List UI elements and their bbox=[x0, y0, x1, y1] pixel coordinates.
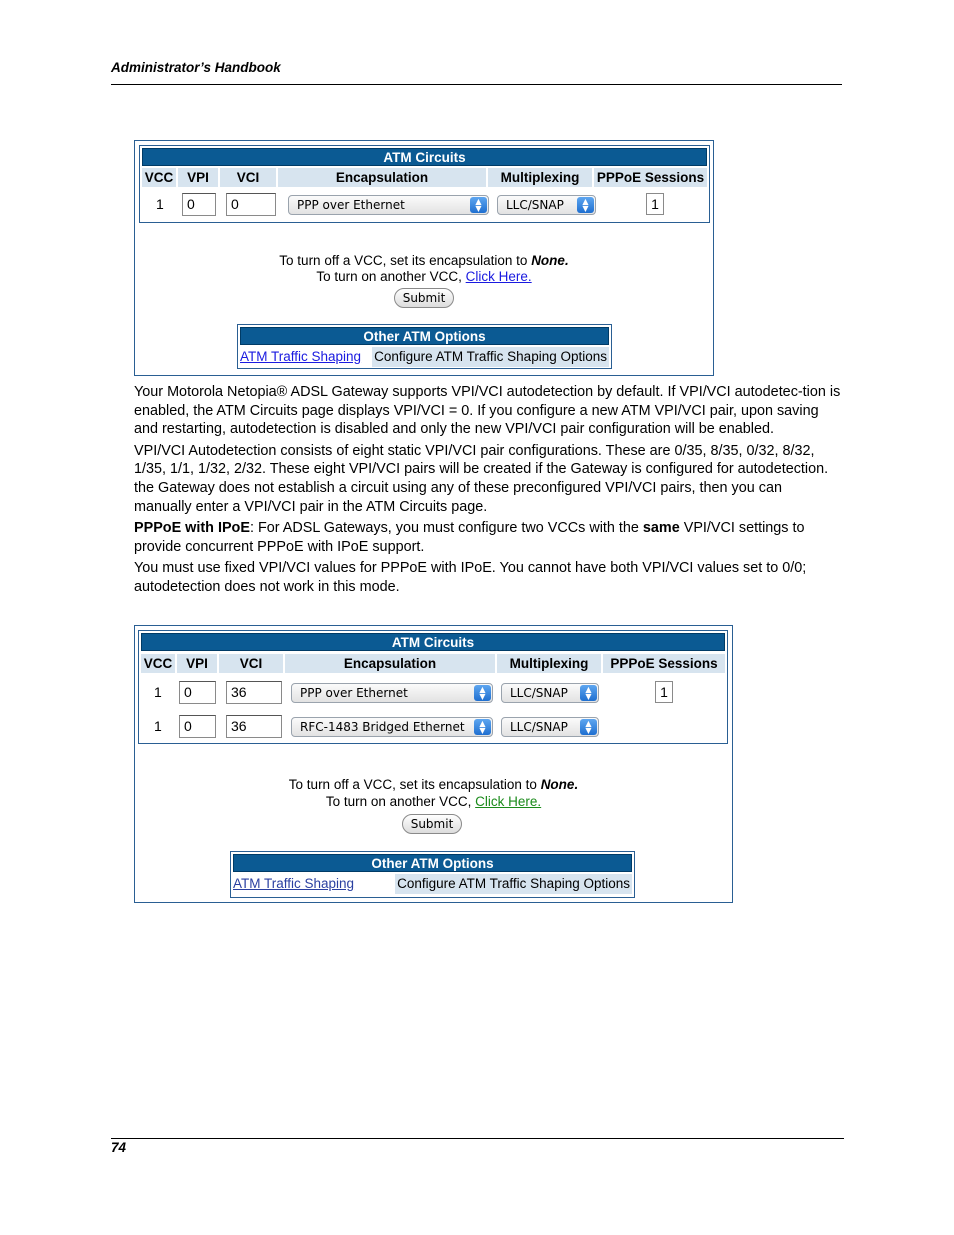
paragraph-static-pairs: VPI/VCI Autodetection consists of eight static VPI/VCI pair configurations. These are 0/35, 8/35, 0/32, 8/32, 1/35, 1/1, 1/32, 2/32. These eight VPI/VCI pairs will be created if the Gateway is configured for autodetection. the Gateway does not establish a circuit using any of these preconfigured VPI/VCI pairs, then you can manually enter a VPI/VCI pair in the ATM Circuits page. bbox=[134, 442, 829, 515]
other-atm-options-table bbox=[237, 324, 612, 369]
vci-input[interactable]: 36 bbox=[226, 681, 282, 704]
vcc-note-line-1: To turn off a VCC, set its encapsulation to None. bbox=[288, 777, 579, 792]
vci-input[interactable]: 36 bbox=[226, 715, 282, 738]
vcc-value: 1 bbox=[154, 718, 162, 734]
pppoe-sessions-input[interactable]: 1 bbox=[646, 193, 664, 215]
vcc-note-line-2: To turn on another VCC, Click Here. bbox=[316, 269, 532, 284]
atm-traffic-shaping-link[interactable]: ATM Traffic Shaping bbox=[233, 876, 355, 891]
column-header-vpi: VPI bbox=[178, 168, 218, 187]
encapsulation-select[interactable] bbox=[291, 717, 493, 737]
vcc-value: 1 bbox=[154, 684, 162, 700]
atm-circuits-screenshot-2 bbox=[134, 625, 733, 903]
column-header-pppoe-sessions: PPPoE Sessions bbox=[603, 654, 725, 673]
vpi-input[interactable]: 0 bbox=[179, 681, 216, 704]
vpi-input[interactable]: 0 bbox=[179, 715, 216, 738]
other-options-row bbox=[240, 347, 609, 367]
other-options-row bbox=[233, 874, 632, 894]
column-header-vcc: VCC bbox=[141, 654, 175, 673]
page-number: 74 bbox=[111, 1140, 127, 1155]
atm-traffic-shaping-link[interactable]: ATM Traffic Shaping bbox=[240, 349, 362, 364]
encapsulation-value: PPP over Ethernet bbox=[300, 686, 408, 700]
encapsulation-select[interactable] bbox=[291, 683, 493, 703]
table-title: ATM Circuits bbox=[141, 633, 725, 651]
paragraph-pppoe-ipoe: PPPoE with IPoE: For ADSL Gateways, you must configure two VCCs with the same VPI/VCI settings to provide concurrent PPPoE with IPoE support. bbox=[134, 520, 805, 555]
vcc-value: 1 bbox=[156, 196, 164, 212]
atm-traffic-shaping-description: Configure ATM Traffic Shaping Options bbox=[372, 347, 609, 367]
other-options-title: Other ATM Options bbox=[233, 854, 632, 872]
vcc-note-line-2: To turn on another VCC, Click Here. bbox=[325, 794, 542, 809]
none-emphasis: None. bbox=[540, 777, 579, 792]
same-emphasis: same bbox=[642, 520, 680, 537]
multiplexing-value: LLC/SNAP bbox=[506, 198, 564, 212]
encapsulation-value: RFC-1483 Bridged Ethernet bbox=[300, 720, 465, 734]
vcc-note-line-1: To turn off a VCC, set its encapsulation to None. bbox=[279, 253, 569, 268]
select-arrows-icon: ▲ ▼ bbox=[580, 719, 597, 735]
vci-input[interactable]: 0 bbox=[226, 193, 276, 216]
encapsulation-select[interactable] bbox=[288, 195, 489, 215]
other-atm-options-table bbox=[230, 851, 635, 898]
click-here-link[interactable]: Click Here. bbox=[475, 794, 542, 809]
footer-rule bbox=[111, 1138, 844, 1139]
atm-circuits-table bbox=[138, 630, 728, 744]
column-header-vci: VCI bbox=[220, 168, 276, 187]
other-options-title: Other ATM Options bbox=[240, 327, 609, 345]
multiplexing-value: LLC/SNAP bbox=[510, 720, 568, 734]
pppoe-sessions-input[interactable]: 1 bbox=[655, 681, 673, 703]
multiplexing-select[interactable] bbox=[501, 683, 599, 703]
multiplexing-select[interactable] bbox=[501, 717, 599, 737]
column-header-multiplexing: Multiplexing bbox=[497, 654, 601, 673]
header-rule bbox=[111, 84, 842, 85]
column-header-encapsulation: Encapsulation bbox=[285, 654, 495, 673]
select-arrows-icon: ▲ ▼ bbox=[577, 197, 594, 213]
pppoe-ipoe-heading: PPPoE with IPoE bbox=[134, 520, 250, 537]
submit-button[interactable]: Submit bbox=[394, 288, 454, 308]
multiplexing-value: LLC/SNAP bbox=[510, 686, 568, 700]
none-emphasis: None. bbox=[531, 253, 569, 268]
vpi-input[interactable]: 0 bbox=[182, 193, 216, 216]
column-header-vpi: VPI bbox=[177, 654, 217, 673]
submit-button[interactable]: Submit bbox=[402, 814, 462, 834]
click-here-link[interactable]: Click Here. bbox=[465, 269, 532, 284]
atm-circuits-table bbox=[139, 145, 710, 223]
encapsulation-value: PPP over Ethernet bbox=[297, 198, 405, 212]
multiplexing-select[interactable] bbox=[497, 195, 596, 215]
body-text bbox=[134, 383, 843, 600]
paragraph-fixed-values: You must use fixed VPI/VCI values for PPPoE with IPoE. You cannot have both VPI/VCI values set to 0/0; autodetection does not work in this mode. bbox=[134, 560, 807, 595]
column-header-pppoe-sessions: PPPoE Sessions bbox=[594, 168, 707, 187]
select-arrows-icon: ▲ ▼ bbox=[474, 685, 491, 701]
atm-circuits-screenshot-1 bbox=[134, 140, 714, 376]
table-title: ATM Circuits bbox=[142, 148, 707, 166]
atm-traffic-shaping-description: Configure ATM Traffic Shaping Options bbox=[395, 874, 632, 894]
column-header-multiplexing: Multiplexing bbox=[488, 168, 592, 187]
column-header-encapsulation: Encapsulation bbox=[278, 168, 486, 187]
column-header-vci: VCI bbox=[219, 654, 283, 673]
select-arrows-icon: ▲ ▼ bbox=[474, 719, 491, 735]
running-head: Administrator’s Handbook bbox=[111, 60, 281, 75]
paragraph-autodetection: Your Motorola Netopia® ADSL Gateway supports VPI/VCI autodetection by default. If VPI/VCI autodetec-tion is enabled, the ATM Circuits page displays VPI/VCI = 0. If you configure a new ATM VPI/VCI pair, upon saving and restarting, autodetection is disabled and only the new VPI/VCI pair configuration will be enabled. bbox=[134, 384, 841, 438]
column-header-vcc: VCC bbox=[142, 168, 176, 187]
select-arrows-icon: ▲ ▼ bbox=[580, 685, 597, 701]
select-arrows-icon: ▲ ▼ bbox=[470, 197, 487, 213]
